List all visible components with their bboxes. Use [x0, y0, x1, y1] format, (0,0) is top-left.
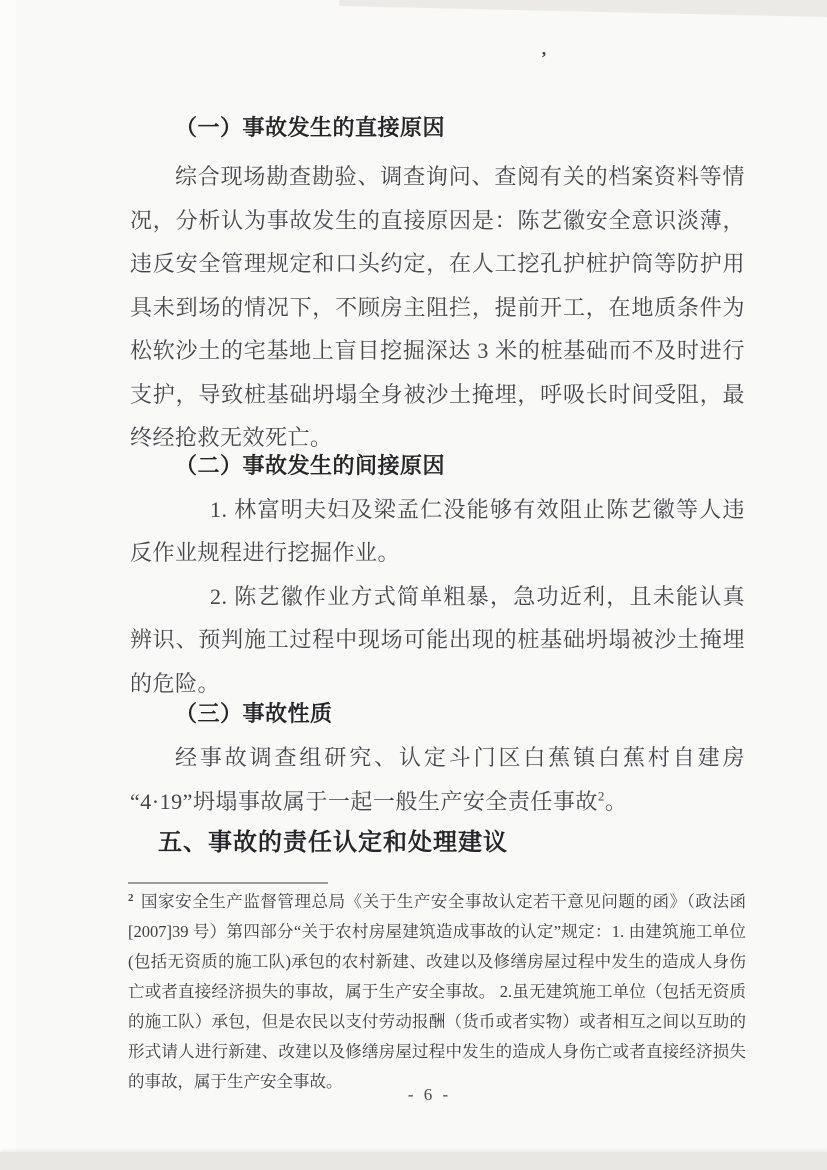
- paper-top-edge: [339, 0, 827, 20]
- document-body: [130, 113, 745, 859]
- paragraph-indirect-cause-2: 2. 陈艺徽作业方式简单粗暴，急功近利，且未能认真辨识、预判施工过程中现场可能出现的桩基础坍塌被沙土掩埋的危险。: [130, 583, 745, 696]
- page-number: - 6 -: [407, 1085, 452, 1104]
- accident-nature-line2: [130, 780, 745, 824]
- footnote-marker: 2: [128, 891, 134, 904]
- accident-nature-line2-tail: 。: [604, 788, 628, 814]
- paper-bottom-edge: [0, 1152, 827, 1170]
- heading-accident-nature: （三）事故性质: [175, 701, 333, 726]
- paper-left-edge: [0, 0, 16, 1170]
- stray-scan-mark: ’: [541, 48, 547, 67]
- footnote-separator-line: [128, 882, 328, 884]
- paragraph-direct-cause: 综合现场勘查勘验、调查询问、查阅有关的档案资料等情况，分析认为事故发生的直接原因是：陈艺徽安全意识淡薄，违反安全管理规定和口头约定，在人工挖孔护桩护筒等防护用具未到场的情况下，不顾房主阻拦，提前开工，在地质条件为松软沙土的宅基地上盲目挖掘深达 3 米的桩基础而不及时进行支护，导致桩基础坍塌全身被沙土掩埋，呼吸长时间受阻，最终经抢救无效死亡。: [130, 164, 745, 450]
- paragraph-indirect-cause-1: 1. 林富明夫妇及梁孟仁没能够有效阻止陈艺徽等人违反作业规程进行挖掘作业。: [130, 496, 745, 565]
- footnote-reference-mark: 2: [597, 788, 605, 804]
- heading-direct-cause: （一）事故发生的直接原因: [175, 115, 446, 140]
- footnote: [128, 887, 746, 1097]
- accident-nature-line2-text: “4·19”坍塌事故属于一起一般生产安全责任事故: [130, 788, 598, 814]
- heading-responsibility-section: 五、事故的责任认定和处理建议: [158, 829, 508, 856]
- footnote-text: 国家安全生产监督管理总局《关于生产安全事故认定若干意见问题的函》（政法函[2007]39 号）第四部分“关于农村房屋建筑造成事故的认定”规定：1. 由建筑施工单位(包括无资质的施工队)承包的农村新建、改建以及修缮房屋过程中发生的造成人身伤亡或者直接经济损失的事故，属于生产安全事故。 2.虽无建筑施工单位（包括无资质的施工队）承包，但是农民以支付劳动报酬（货币或者实物）或者相互之间以互助的形式请人进行新建、改建以及修缮房屋过程中发生的造成人身伤亡或者直接经济损失的事故，属于生产安全事故。: [128, 892, 746, 1091]
- accident-nature-line1: 经事故调查组研究、认定斗门区白蕉镇白蕉村自建房: [175, 745, 745, 770]
- paragraph-accident-nature: [130, 736, 745, 823]
- heading-indirect-cause: （二）事故发生的间接原因: [175, 452, 446, 478]
